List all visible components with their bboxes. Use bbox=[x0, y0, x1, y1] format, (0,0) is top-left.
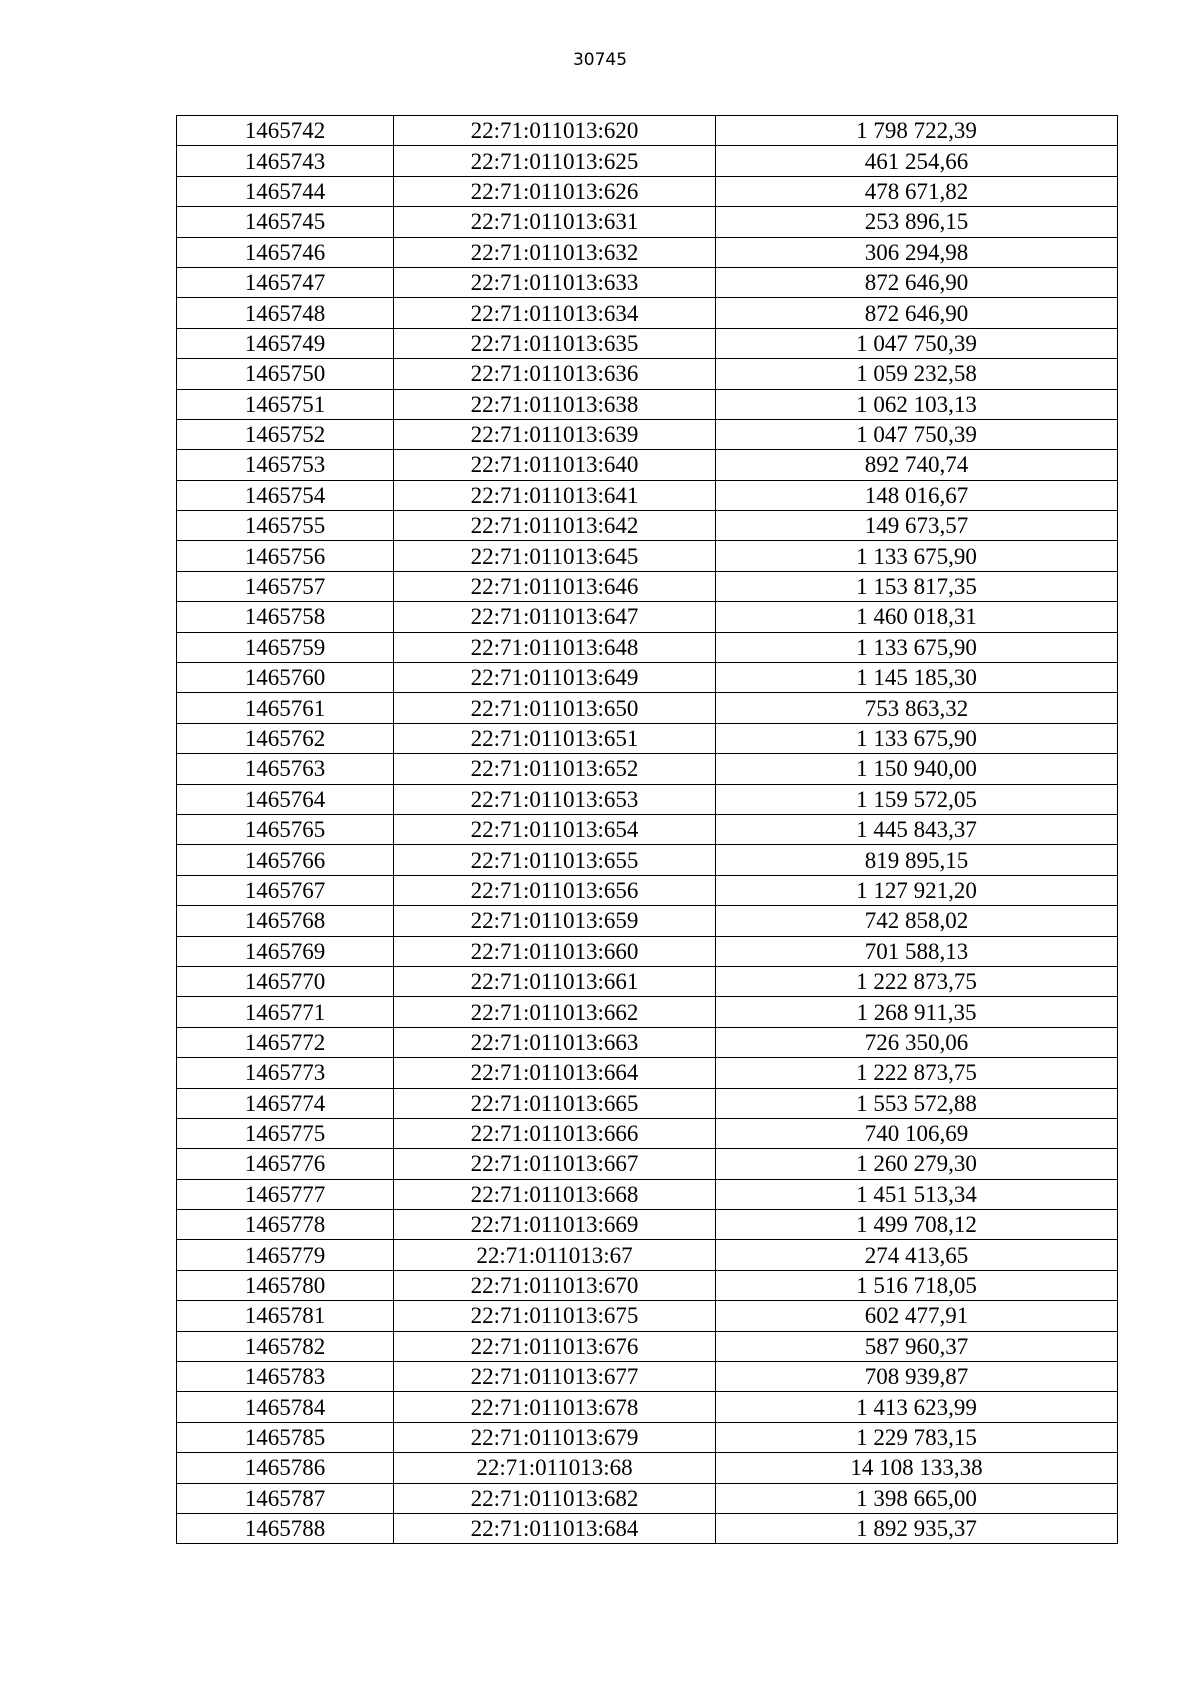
table-row bbox=[177, 571, 1118, 601]
table-row bbox=[177, 906, 1118, 936]
value-cell: 1 153 817,35 bbox=[716, 571, 1118, 601]
value-cell: 306 294,98 bbox=[716, 237, 1118, 267]
value-cell: 1 047 750,39 bbox=[716, 328, 1118, 358]
value-cell: 1 499 708,12 bbox=[716, 1210, 1118, 1240]
row-number-cell: 1465775 bbox=[177, 1118, 394, 1148]
table-row bbox=[177, 1027, 1118, 1057]
cadastral-number-cell: 22:71:011013:632 bbox=[394, 237, 716, 267]
cadastral-number-cell: 22:71:011013:655 bbox=[394, 845, 716, 875]
cadastral-number-cell: 22:71:011013:662 bbox=[394, 997, 716, 1027]
table-row bbox=[177, 511, 1118, 541]
row-number-cell: 1465759 bbox=[177, 632, 394, 662]
row-number-cell: 1465777 bbox=[177, 1179, 394, 1209]
value-cell: 872 646,90 bbox=[716, 298, 1118, 328]
value-cell: 274 413,65 bbox=[716, 1240, 1118, 1270]
cadastral-number-cell: 22:71:011013:620 bbox=[394, 116, 716, 146]
table-row bbox=[177, 1240, 1118, 1270]
row-number-cell: 1465772 bbox=[177, 1027, 394, 1057]
cadastral-number-cell: 22:71:011013:648 bbox=[394, 632, 716, 662]
value-cell: 1 892 935,37 bbox=[716, 1513, 1118, 1543]
row-number-cell: 1465743 bbox=[177, 146, 394, 176]
table-row bbox=[177, 814, 1118, 844]
value-cell: 872 646,90 bbox=[716, 267, 1118, 297]
row-number-cell: 1465776 bbox=[177, 1149, 394, 1179]
data-table bbox=[176, 115, 1118, 1544]
value-cell: 726 350,06 bbox=[716, 1027, 1118, 1057]
row-number-cell: 1465753 bbox=[177, 450, 394, 480]
value-cell: 892 740,74 bbox=[716, 450, 1118, 480]
table-row bbox=[177, 1210, 1118, 1240]
value-cell: 1 145 185,30 bbox=[716, 663, 1118, 693]
cadastral-number-cell: 22:71:011013:68 bbox=[394, 1453, 716, 1483]
row-number-cell: 1465764 bbox=[177, 784, 394, 814]
value-cell: 1 451 513,34 bbox=[716, 1179, 1118, 1209]
cadastral-number-cell: 22:71:011013:668 bbox=[394, 1179, 716, 1209]
table-row bbox=[177, 1118, 1118, 1148]
cadastral-number-cell: 22:71:011013:652 bbox=[394, 754, 716, 784]
value-cell: 1 062 103,13 bbox=[716, 389, 1118, 419]
row-number-cell: 1465765 bbox=[177, 814, 394, 844]
cadastral-number-cell: 22:71:011013:650 bbox=[394, 693, 716, 723]
row-number-cell: 1465750 bbox=[177, 359, 394, 389]
value-cell: 1 445 843,37 bbox=[716, 814, 1118, 844]
table-row bbox=[177, 450, 1118, 480]
value-cell: 1 516 718,05 bbox=[716, 1270, 1118, 1300]
cadastral-number-cell: 22:71:011013:625 bbox=[394, 146, 716, 176]
cadastral-number-cell: 22:71:011013:684 bbox=[394, 1513, 716, 1543]
table-row bbox=[177, 1179, 1118, 1209]
table-row bbox=[177, 966, 1118, 996]
cadastral-number-cell: 22:71:011013:665 bbox=[394, 1088, 716, 1118]
cadastral-number-cell: 22:71:011013:641 bbox=[394, 480, 716, 510]
cadastral-number-cell: 22:71:011013:676 bbox=[394, 1331, 716, 1361]
value-cell: 701 588,13 bbox=[716, 936, 1118, 966]
cadastral-number-cell: 22:71:011013:682 bbox=[394, 1483, 716, 1513]
row-number-cell: 1465766 bbox=[177, 845, 394, 875]
value-cell: 587 960,37 bbox=[716, 1331, 1118, 1361]
table-row bbox=[177, 176, 1118, 206]
table-row bbox=[177, 389, 1118, 419]
value-cell: 1 460 018,31 bbox=[716, 602, 1118, 632]
row-number-cell: 1465785 bbox=[177, 1422, 394, 1452]
cadastral-number-cell: 22:71:011013:660 bbox=[394, 936, 716, 966]
cadastral-number-cell: 22:71:011013:635 bbox=[394, 328, 716, 358]
value-cell: 1 127 921,20 bbox=[716, 875, 1118, 905]
table-row bbox=[177, 359, 1118, 389]
value-cell: 1 260 279,30 bbox=[716, 1149, 1118, 1179]
row-number-cell: 1465746 bbox=[177, 237, 394, 267]
cadastral-number-cell: 22:71:011013:646 bbox=[394, 571, 716, 601]
table-row bbox=[177, 1331, 1118, 1361]
row-number-cell: 1465769 bbox=[177, 936, 394, 966]
row-number-cell: 1465751 bbox=[177, 389, 394, 419]
cadastral-number-cell: 22:71:011013:631 bbox=[394, 207, 716, 237]
value-cell: 1 268 911,35 bbox=[716, 997, 1118, 1027]
row-number-cell: 1465756 bbox=[177, 541, 394, 571]
cadastral-number-cell: 22:71:011013:626 bbox=[394, 176, 716, 206]
row-number-cell: 1465786 bbox=[177, 1453, 394, 1483]
row-number-cell: 1465744 bbox=[177, 176, 394, 206]
table-row bbox=[177, 298, 1118, 328]
cadastral-number-cell: 22:71:011013:661 bbox=[394, 966, 716, 996]
table-row bbox=[177, 1301, 1118, 1331]
value-cell: 478 671,82 bbox=[716, 176, 1118, 206]
row-number-cell: 1465747 bbox=[177, 267, 394, 297]
table-row bbox=[177, 146, 1118, 176]
cadastral-number-cell: 22:71:011013:642 bbox=[394, 511, 716, 541]
row-number-cell: 1465778 bbox=[177, 1210, 394, 1240]
table-row bbox=[177, 1058, 1118, 1088]
cadastral-number-cell: 22:71:011013:675 bbox=[394, 1301, 716, 1331]
cadastral-number-cell: 22:71:011013:667 bbox=[394, 1149, 716, 1179]
table-row bbox=[177, 1270, 1118, 1300]
value-cell: 753 863,32 bbox=[716, 693, 1118, 723]
table-row bbox=[177, 480, 1118, 510]
table-row bbox=[177, 237, 1118, 267]
row-number-cell: 1465752 bbox=[177, 419, 394, 449]
table-row bbox=[177, 1149, 1118, 1179]
value-cell: 1 222 873,75 bbox=[716, 1058, 1118, 1088]
table-row bbox=[177, 1088, 1118, 1118]
value-cell: 819 895,15 bbox=[716, 845, 1118, 875]
cadastral-number-cell: 22:71:011013:656 bbox=[394, 875, 716, 905]
table-row bbox=[177, 723, 1118, 753]
table-row bbox=[177, 267, 1118, 297]
cadastral-number-cell: 22:71:011013:638 bbox=[394, 389, 716, 419]
value-cell: 1 413 623,99 bbox=[716, 1392, 1118, 1422]
cadastral-number-cell: 22:71:011013:649 bbox=[394, 663, 716, 693]
value-cell: 1 222 873,75 bbox=[716, 966, 1118, 996]
value-cell: 602 477,91 bbox=[716, 1301, 1118, 1331]
cadastral-number-cell: 22:71:011013:679 bbox=[394, 1422, 716, 1452]
row-number-cell: 1465774 bbox=[177, 1088, 394, 1118]
table-body bbox=[177, 116, 1118, 1544]
cadastral-number-cell: 22:71:011013:633 bbox=[394, 267, 716, 297]
value-cell: 1 553 572,88 bbox=[716, 1088, 1118, 1118]
row-number-cell: 1465773 bbox=[177, 1058, 394, 1088]
row-number-cell: 1465767 bbox=[177, 875, 394, 905]
row-number-cell: 1465754 bbox=[177, 480, 394, 510]
cadastral-number-cell: 22:71:011013:640 bbox=[394, 450, 716, 480]
cadastral-number-cell: 22:71:011013:634 bbox=[394, 298, 716, 328]
row-number-cell: 1465787 bbox=[177, 1483, 394, 1513]
value-cell: 1 798 722,39 bbox=[716, 116, 1118, 146]
cadastral-number-cell: 22:71:011013:669 bbox=[394, 1210, 716, 1240]
cadastral-number-cell: 22:71:011013:677 bbox=[394, 1362, 716, 1392]
cadastral-number-cell: 22:71:011013:645 bbox=[394, 541, 716, 571]
row-number-cell: 1465780 bbox=[177, 1270, 394, 1300]
table-row bbox=[177, 754, 1118, 784]
table-row bbox=[177, 997, 1118, 1027]
table-row bbox=[177, 693, 1118, 723]
value-cell: 740 106,69 bbox=[716, 1118, 1118, 1148]
table-row bbox=[177, 602, 1118, 632]
value-cell: 1 059 232,58 bbox=[716, 359, 1118, 389]
cadastral-number-cell: 22:71:011013:666 bbox=[394, 1118, 716, 1148]
table-row bbox=[177, 875, 1118, 905]
page-number: 30745 bbox=[572, 50, 628, 70]
table-row bbox=[177, 1453, 1118, 1483]
value-cell: 148 016,67 bbox=[716, 480, 1118, 510]
row-number-cell: 1465757 bbox=[177, 571, 394, 601]
table-row bbox=[177, 936, 1118, 966]
row-number-cell: 1465783 bbox=[177, 1362, 394, 1392]
cadastral-number-cell: 22:71:011013:67 bbox=[394, 1240, 716, 1270]
table-row bbox=[177, 419, 1118, 449]
row-number-cell: 1465782 bbox=[177, 1331, 394, 1361]
table-row bbox=[177, 328, 1118, 358]
cadastral-number-cell: 22:71:011013:663 bbox=[394, 1027, 716, 1057]
cadastral-number-cell: 22:71:011013:659 bbox=[394, 906, 716, 936]
value-cell: 1 229 783,15 bbox=[716, 1422, 1118, 1452]
table-row bbox=[177, 1422, 1118, 1452]
value-cell: 1 398 665,00 bbox=[716, 1483, 1118, 1513]
row-number-cell: 1465760 bbox=[177, 663, 394, 693]
cadastral-number-cell: 22:71:011013:664 bbox=[394, 1058, 716, 1088]
cadastral-number-cell: 22:71:011013:636 bbox=[394, 359, 716, 389]
value-cell: 149 673,57 bbox=[716, 511, 1118, 541]
row-number-cell: 1465755 bbox=[177, 511, 394, 541]
row-number-cell: 1465749 bbox=[177, 328, 394, 358]
row-number-cell: 1465771 bbox=[177, 997, 394, 1027]
value-cell: 14 108 133,38 bbox=[716, 1453, 1118, 1483]
row-number-cell: 1465788 bbox=[177, 1513, 394, 1543]
value-cell: 253 896,15 bbox=[716, 207, 1118, 237]
value-cell: 1 133 675,90 bbox=[716, 723, 1118, 753]
row-number-cell: 1465768 bbox=[177, 906, 394, 936]
value-cell: 1 047 750,39 bbox=[716, 419, 1118, 449]
table-row bbox=[177, 784, 1118, 814]
cadastral-number-cell: 22:71:011013:653 bbox=[394, 784, 716, 814]
table-row bbox=[177, 1513, 1118, 1543]
row-number-cell: 1465758 bbox=[177, 602, 394, 632]
table-row bbox=[177, 207, 1118, 237]
cadastral-number-cell: 22:71:011013:670 bbox=[394, 1270, 716, 1300]
table-row bbox=[177, 1362, 1118, 1392]
value-cell: 708 939,87 bbox=[716, 1362, 1118, 1392]
cadastral-number-cell: 22:71:011013:647 bbox=[394, 602, 716, 632]
table-row bbox=[177, 663, 1118, 693]
row-number-cell: 1465781 bbox=[177, 1301, 394, 1331]
table-row bbox=[177, 845, 1118, 875]
table-row bbox=[177, 1392, 1118, 1422]
value-cell: 1 159 572,05 bbox=[716, 784, 1118, 814]
row-number-cell: 1465748 bbox=[177, 298, 394, 328]
row-number-cell: 1465784 bbox=[177, 1392, 394, 1422]
cadastral-number-cell: 22:71:011013:651 bbox=[394, 723, 716, 753]
row-number-cell: 1465761 bbox=[177, 693, 394, 723]
row-number-cell: 1465745 bbox=[177, 207, 394, 237]
cadastral-number-cell: 22:71:011013:654 bbox=[394, 814, 716, 844]
row-number-cell: 1465770 bbox=[177, 966, 394, 996]
table-row bbox=[177, 1483, 1118, 1513]
cadastral-number-cell: 22:71:011013:639 bbox=[394, 419, 716, 449]
table-row bbox=[177, 541, 1118, 571]
value-cell: 1 133 675,90 bbox=[716, 632, 1118, 662]
value-cell: 461 254,66 bbox=[716, 146, 1118, 176]
cadastral-number-cell: 22:71:011013:678 bbox=[394, 1392, 716, 1422]
value-cell: 1 150 940,00 bbox=[716, 754, 1118, 784]
row-number-cell: 1465742 bbox=[177, 116, 394, 146]
row-number-cell: 1465763 bbox=[177, 754, 394, 784]
value-cell: 1 133 675,90 bbox=[716, 541, 1118, 571]
row-number-cell: 1465779 bbox=[177, 1240, 394, 1270]
table-row bbox=[177, 632, 1118, 662]
table-row bbox=[177, 116, 1118, 146]
row-number-cell: 1465762 bbox=[177, 723, 394, 753]
value-cell: 742 858,02 bbox=[716, 906, 1118, 936]
